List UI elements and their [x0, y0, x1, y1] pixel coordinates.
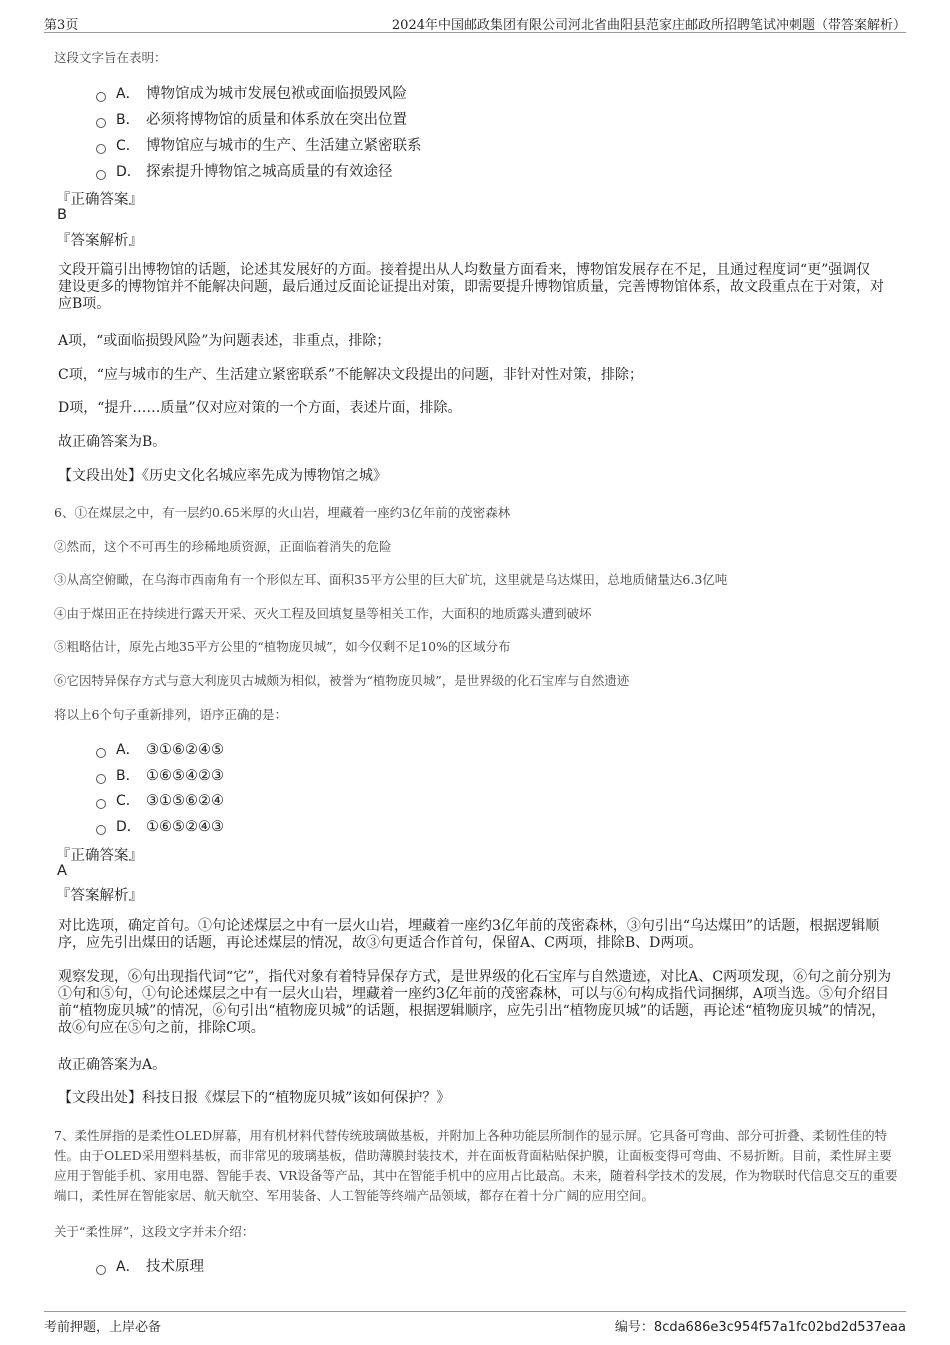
q6-sentence: ④由于煤田正在持续进行露天开采、灭火工程及回填复垦等相关工作，大面积的地质露头遭到破坏 [54, 606, 592, 621]
q5-analysis-paragraph: C项，“应与城市的生产、生活建立紧密联系”不能解决文段提出的问题，非针对性对策，排除； [58, 367, 644, 383]
q6-sentence: 6、①在煤层之中，有一层约0.65米厚的火山岩，埋藏着一座约3亿年前的茂密森林 [54, 505, 511, 520]
q5-analysis-paragraph: 文段开篇引出博物馆的话题，论述其发展好的方面。接着提出从人均数量方面看来，博物馆发展存在不足，且通过程度词“更”强调仅建设更多的博物馆并不能解决问题，最后通过反面论证提出对策，即需要提升博物馆质量，完善博物馆体系，故文段重点在于对策，对应B项。 [58, 262, 884, 312]
radio-icon[interactable] [96, 92, 106, 102]
q6-analysis-label: 『答案解析』 [56, 888, 143, 904]
radio-icon[interactable] [96, 799, 106, 809]
document-code: 8cda686e3c954f57a1fc02bd2d537eaa [653, 1320, 906, 1335]
q5-option-b[interactable]: B． 必须将博物馆的质量和体系放在突出位置 [96, 108, 407, 128]
q6-analysis-paragraph: 故正确答案为A。 [58, 1057, 167, 1073]
q5-option-c[interactable]: C． 博物馆应与城市的生产、生活建立紧密联系 [96, 134, 422, 154]
q6-source: 【文段出处】科技日报《煤层下的“植物庞贝城”该如何保护？》 [58, 1090, 451, 1106]
footer-slogan: 考前押题，上岸必备 [44, 1320, 162, 1335]
q6-answer: A [57, 863, 67, 879]
q5-analysis-paragraph: A项，“或面临损毁风险”为问题表述，非重点，排除； [58, 333, 391, 349]
page-header [44, 12, 906, 33]
q6-sentence: ②然而，这个不可再生的珍稀地质资源，正面临着消失的危险 [54, 539, 392, 554]
q7-option-a[interactable]: A． 技术原理 [96, 1255, 204, 1275]
q5-analysis-label: 『答案解析』 [56, 233, 143, 249]
page-number: 第3页 [44, 18, 79, 33]
q5-intro: 这段文字旨在表明： [54, 50, 167, 65]
radio-icon[interactable] [96, 118, 106, 128]
q6-option-c[interactable]: C． ③①⑤⑥②④ [96, 790, 224, 810]
q6-option-d[interactable]: D． ①⑥⑤②④③ [96, 816, 224, 836]
q6-question: 将以上6个句子重新排列，语序正确的是： [54, 707, 287, 722]
page-footer [44, 1311, 906, 1334]
q6-analysis-paragraph: 观察发现，⑥句出现指代词“它”，指代对象有着特异保存方式，是世界级的化石宝库与自然遗迹，对比A、C两项发现，⑥句之前分别为①句和⑤句，①句论述煤层之中有一层火山岩，埋藏着一座约3亿年前的茂密森林，可以与⑥句构成指代词捆绑，A项当选。⑤句介绍目前“植物庞贝城”的情况，⑥句引出“植物庞贝城”的话题，根据逻辑顺序，应先引出“植物庞贝城”的话题，再论述“植物庞贝城”的情况，故⑥句应在⑤句之前，排除C项。 [58, 969, 892, 1036]
q6-sentence: ③从高空俯瞰，在乌海市西南角有一个形似左耳、面积35平方公里的巨大矿坑，这里就是乌达煤田，总地质储量达6.3亿吨 [54, 572, 728, 587]
radio-icon[interactable] [96, 748, 106, 758]
q6-option-b[interactable]: B． ①⑥⑤④②③ [96, 765, 224, 785]
document-title: 2024年中国邮政集团有限公司河北省曲阳县范家庄邮政所招聘笔试冲刺题（带答案解析） [391, 18, 906, 33]
q7-passage: 7、柔性屏指的是柔性OLED屏幕，用有机材料代替传统玻璃做基板，并附加上各种功能层所制作的显示屏。它具备可弯曲、部分可折叠、柔韧性佳的特性。由于OLED采用塑料基板，而非常见的玻璃基板，借助薄膜封装技术，并在面板背面粘贴保护膜，让面板变得可弯曲、不易折断。目前，柔性屏主要应用于智能手机、家用电器、智能手表、VR设备等产品，其中在智能手机中的应用占比最高。未来，随着科学技术的发展，作为物联时代信息交互的重要端口，柔性屏在智能家居、航天航空、军用装备、人工智能等终端产品领域，都存在着十分广阔的应用空间。 [54, 1128, 898, 1203]
q6-analysis-paragraph: 对比选项，确定首句。①句论述煤层之中有一层火山岩，埋藏着一座约3亿年前的茂密森林，③句引出“乌达煤田”的话题，根据逻辑顺序，应先引出煤田的话题，再论述煤层的情况，故③句更适合作首句，保留A、C两项，排除B、D两项。 [58, 918, 880, 951]
q6-sentence: ⑥它因特异保存方式与意大利庞贝古城颇为相似，被誉为“植物庞贝城”，是世界级的化石宝库与自然遗迹 [54, 673, 630, 688]
radio-icon[interactable] [96, 144, 106, 154]
q6-sentence: ⑤粗略估计，原先占地35平方公里的“植物庞贝城”，如今仅剩不足10%的区域分布 [54, 639, 511, 654]
q5-option-d[interactable]: D． 探索提升博物馆之城高质量的有效途径 [96, 160, 393, 180]
q5-source: 【文段出处】《历史文化名城应率先成为博物馆之城》 [58, 468, 387, 484]
q5-analysis-paragraph: D项，“提升……质量”仅对应对策的一个方面，表述片面，排除。 [58, 400, 462, 416]
q6-answer-label: 『正确答案』 [56, 848, 143, 864]
q5-analysis-paragraph: 故正确答案为B。 [58, 434, 167, 450]
q5-answer: B [57, 207, 67, 223]
footer-code: 编号：8cda686e3c954f57a1fc02bd2d537eaa [614, 1320, 906, 1335]
radio-icon[interactable] [96, 1265, 106, 1275]
q5-answer-label: 『正确答案』 [56, 192, 143, 208]
q6-option-a[interactable]: A． ③①⑥②④⑤ [96, 739, 224, 759]
radio-icon[interactable] [96, 774, 106, 784]
radio-icon[interactable] [96, 825, 106, 835]
q7-question: 关于“柔性屏”，这段文字并未介绍： [54, 1224, 255, 1239]
q5-option-a[interactable]: A． 博物馆成为城市发展包袱或面临损毁风险 [96, 82, 407, 102]
radio-icon[interactable] [96, 170, 106, 180]
